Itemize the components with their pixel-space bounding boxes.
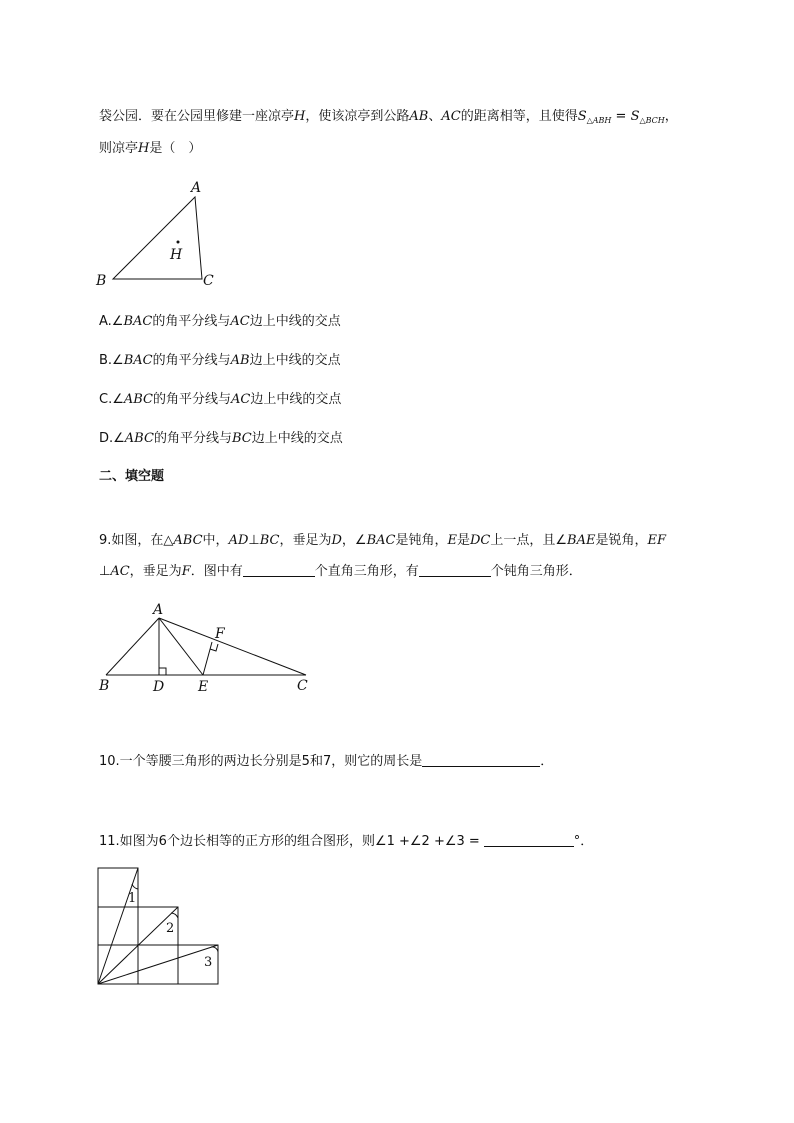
q9-var: AC (110, 564, 130, 579)
q9-text: 个直角三角形，有 (314, 564, 419, 579)
q8-area-sub2: △BCH (639, 116, 665, 125)
q8-text-c: 的距离相等，且使得 (460, 109, 578, 124)
q11-squares-figure (96, 866, 222, 988)
option-tail: 边上中线的交点 (251, 431, 343, 446)
q8-var-h: H (294, 109, 306, 124)
q10-end: ． (540, 754, 554, 769)
label-a: A (153, 602, 164, 618)
angle-label-2: 2 (166, 921, 175, 936)
option-side: BC (231, 431, 252, 446)
option-prefix: A.∠ (99, 314, 124, 329)
option-angle: BAC (123, 314, 153, 329)
option-prefix: C.∠ (99, 392, 124, 407)
q8-text-d: 则凉亭 (99, 141, 139, 156)
perp-symbol: ⊥ (99, 564, 111, 579)
q9-var: BC (259, 533, 280, 548)
option-mid: 的角平分线与 (152, 314, 231, 329)
q8-triangle-figure (90, 175, 230, 290)
q8-line-1 (99, 108, 678, 130)
angle-arc-2 (171, 913, 178, 918)
option-side: AC (231, 392, 251, 407)
q8-line-2 (99, 140, 201, 158)
q9-text: ．图中有 (190, 564, 243, 579)
diagonal-3 (98, 945, 218, 984)
q8-area-s1: S (577, 109, 587, 124)
label-c: C (203, 273, 214, 289)
q8-var-ab: AB (409, 109, 429, 124)
option-prefix: B.∠ (99, 353, 124, 368)
q8-var-h2: H (138, 141, 150, 156)
q9-var: D (331, 533, 342, 548)
section-heading: 二、填空题 (99, 469, 165, 484)
segment-ab (106, 618, 159, 675)
diagonal-1 (98, 868, 138, 984)
answer-blank-right-triangles[interactable] (243, 564, 315, 577)
q9-text: 9.如图，在 (99, 533, 164, 548)
q8-sep: 、 (428, 109, 442, 124)
q8-var-ac: AC (441, 109, 461, 124)
option-tail: 边上中线的交点 (249, 353, 341, 368)
option-tail: 边上中线的交点 (250, 392, 342, 407)
segment-ef (203, 642, 212, 675)
angle-label-3: 3 (204, 955, 213, 970)
q11-line (99, 833, 593, 851)
q10-line (99, 753, 553, 771)
q10-text: 10.一个等腰三角形的两边长分别是5和7，则它的周长是 (99, 754, 423, 769)
q8-area-s2: S (630, 109, 640, 124)
label-e: E (198, 679, 209, 695)
q9-text: ，垂足为 (129, 564, 182, 579)
angle-label-1: 1 (128, 891, 137, 906)
q8-option-a (99, 313, 341, 331)
q8-option-c (99, 391, 341, 409)
q9-var: EF (647, 533, 666, 548)
q9-var: F (181, 564, 191, 579)
q9-var: AD (228, 533, 249, 548)
label-b: B (96, 273, 107, 289)
option-angle: BAC (123, 353, 153, 368)
q8-equals: = (611, 109, 631, 124)
option-angle: ABC (123, 392, 154, 407)
perp-symbol: ⊥ (248, 533, 260, 548)
option-side: AC (230, 314, 250, 329)
option-mid: 的角平分线与 (152, 353, 231, 368)
q8-text-a: 袋公园．要在公园里修建一座凉亭 (99, 109, 295, 124)
q11-end: °． (573, 834, 594, 849)
q9-var: DC (469, 533, 491, 548)
q9-text: 是 (456, 533, 470, 548)
q9-line-1 (99, 532, 666, 550)
label-a: A (191, 180, 202, 196)
q8-text-e: 是（ ） (149, 141, 202, 156)
point-h (177, 241, 180, 244)
q9-text: ，∠ (341, 533, 367, 548)
label-b: B (99, 678, 110, 694)
answer-blank-angle-sum[interactable] (484, 834, 574, 847)
option-mid: 的角平分线与 (153, 431, 232, 446)
q8-option-d (99, 430, 343, 448)
option-mid: 的角平分线与 (153, 392, 232, 407)
q8-text-b: ，使该凉亭到公路 (305, 109, 410, 124)
q9-text: 是锐角， (595, 533, 648, 548)
q9-text: 中， (202, 533, 229, 548)
q8-area-sub1: △ABH (586, 116, 612, 125)
diagonals (98, 868, 218, 984)
q9-line-2 (99, 563, 582, 581)
label-f: F (215, 626, 225, 642)
q8-comma: ， (664, 109, 678, 124)
label-c: C (297, 678, 308, 694)
q9-var: ABC (173, 533, 203, 548)
q9-var: BAC (366, 533, 396, 548)
q11-text: 11.如图为6个边长相等的正方形的组合图形，则∠1 +∠2 +∠3 = (99, 834, 480, 849)
q9-var: E (447, 533, 457, 548)
label-h: H (170, 247, 183, 263)
q9-var: BAE (567, 533, 596, 548)
label-d: D (153, 679, 165, 695)
q9-text: 是钝角， (395, 533, 448, 548)
triangle-abc (113, 197, 202, 279)
option-side: AB (230, 353, 250, 368)
right-angle-mark-d (159, 668, 166, 675)
triangle-symbol: △ (163, 533, 174, 548)
angle-arc-1 (132, 884, 138, 889)
q9-triangle-figure (94, 598, 324, 698)
q9-text: ，垂足为 (279, 533, 332, 548)
q9-text: 上一点，且∠ (490, 533, 568, 548)
option-angle: ABC (124, 431, 154, 446)
option-prefix: D.∠ (99, 431, 125, 446)
angle-arc-3 (211, 947, 218, 952)
answer-blank-obtuse-triangles[interactable] (419, 564, 491, 577)
answer-blank-perimeter[interactable] (422, 754, 540, 767)
option-tail: 边上中线的交点 (249, 314, 341, 329)
q9-text: 个钝角三角形． (490, 564, 582, 579)
q8-option-b (99, 352, 341, 370)
